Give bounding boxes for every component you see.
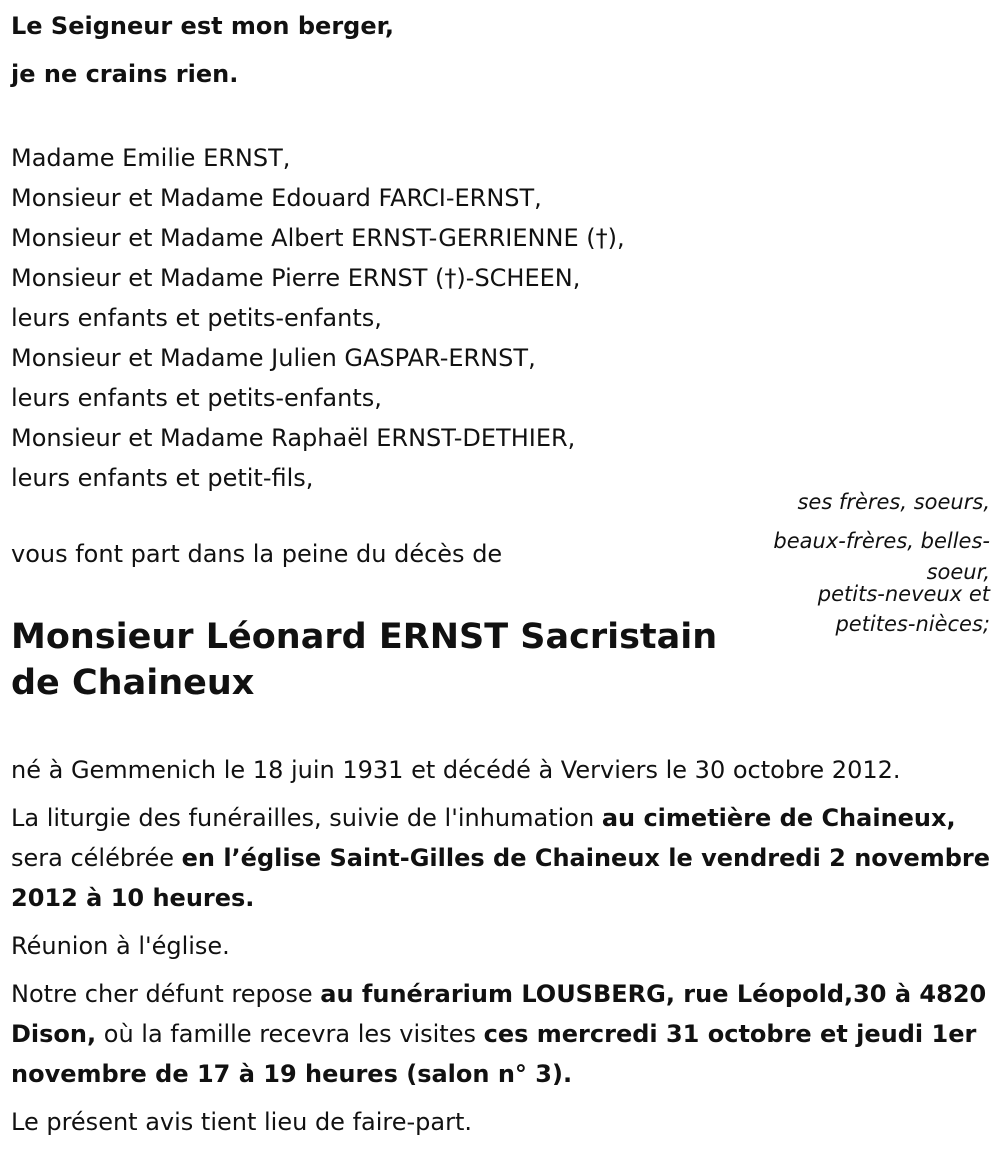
relation-line: soeur,: [926, 560, 990, 584]
reunion-line: Réunion à l'église.: [11, 932, 230, 960]
family-line: Monsieur et Madame Raphaël ERNST-DETHIER,: [11, 424, 576, 452]
verse-line-2: je ne crains rien.: [11, 60, 239, 88]
relation-line: petits-neveux et: [817, 582, 990, 606]
visit-text: Notre cher défunt repose: [11, 980, 321, 1008]
visit-hours: ces mercredi 31 octobre et jeudi 1er novembre de 17 à 19 heures (salon n° 3).: [11, 1020, 977, 1088]
family-line: Madame Emilie ERNST,: [11, 144, 291, 172]
birth-death-line: né à Gemmenich le 18 juin 1931 et décédé à Verviers le 30 octobre 2012.: [11, 756, 901, 784]
verse-line-1: Le Seigneur est mon berger,: [11, 12, 395, 40]
funeral-paragraph: [11, 798, 991, 918]
relation-line: petites-nièces;: [835, 612, 990, 636]
visit-paragraph: [11, 974, 991, 1094]
notice-body: [11, 750, 991, 1150]
family-line: leurs enfants et petits-enfants,: [11, 384, 382, 412]
family-line: Monsieur et Madame Edouard FARCI-ERNST,: [11, 184, 542, 212]
family-line: Monsieur et Madame Pierre ERNST (†)-SCHEEN,: [11, 264, 581, 292]
family-list: [11, 138, 625, 498]
funerarium-address: au funérarium LOUSBERG, rue Léopold,30 à 4820 Dison,: [11, 980, 987, 1048]
family-line: leurs enfants et petit-fils,: [11, 464, 314, 492]
family-line: Monsieur et Madame Julien GASPAR-ERNST,: [11, 344, 536, 372]
visit-text: où la famille recevra les visites: [96, 1020, 484, 1048]
relation-line: beaux-frères, belles-: [773, 529, 990, 553]
funeral-text: La liturgie des funérailles, suivie de l'inhumation: [11, 804, 602, 832]
family-line: Monsieur et Madame Albert ERNST-GERRIENNE (†),: [11, 224, 625, 252]
burial-place: au cimetière de Chaineux,: [601, 804, 956, 832]
family-line: leurs enfants et petits-enfants,: [11, 304, 382, 332]
notice-line: Le présent avis tient lieu de faire-part.: [11, 1108, 473, 1136]
relations-list: [730, 483, 990, 644]
funeral-text: sera célébrée: [11, 844, 182, 872]
announcement-intro: vous font part dans la peine du décès de: [11, 540, 503, 568]
deceased-name: Monsieur Léonard ERNST Sacristain de Chaineux: [11, 617, 718, 703]
funeral-church-date: en l’église Saint-Gilles de Chaineux le vendredi 2 novembre 2012 à 10 heures.: [11, 844, 991, 912]
relation-line: ses frères, soeurs,: [797, 490, 990, 514]
